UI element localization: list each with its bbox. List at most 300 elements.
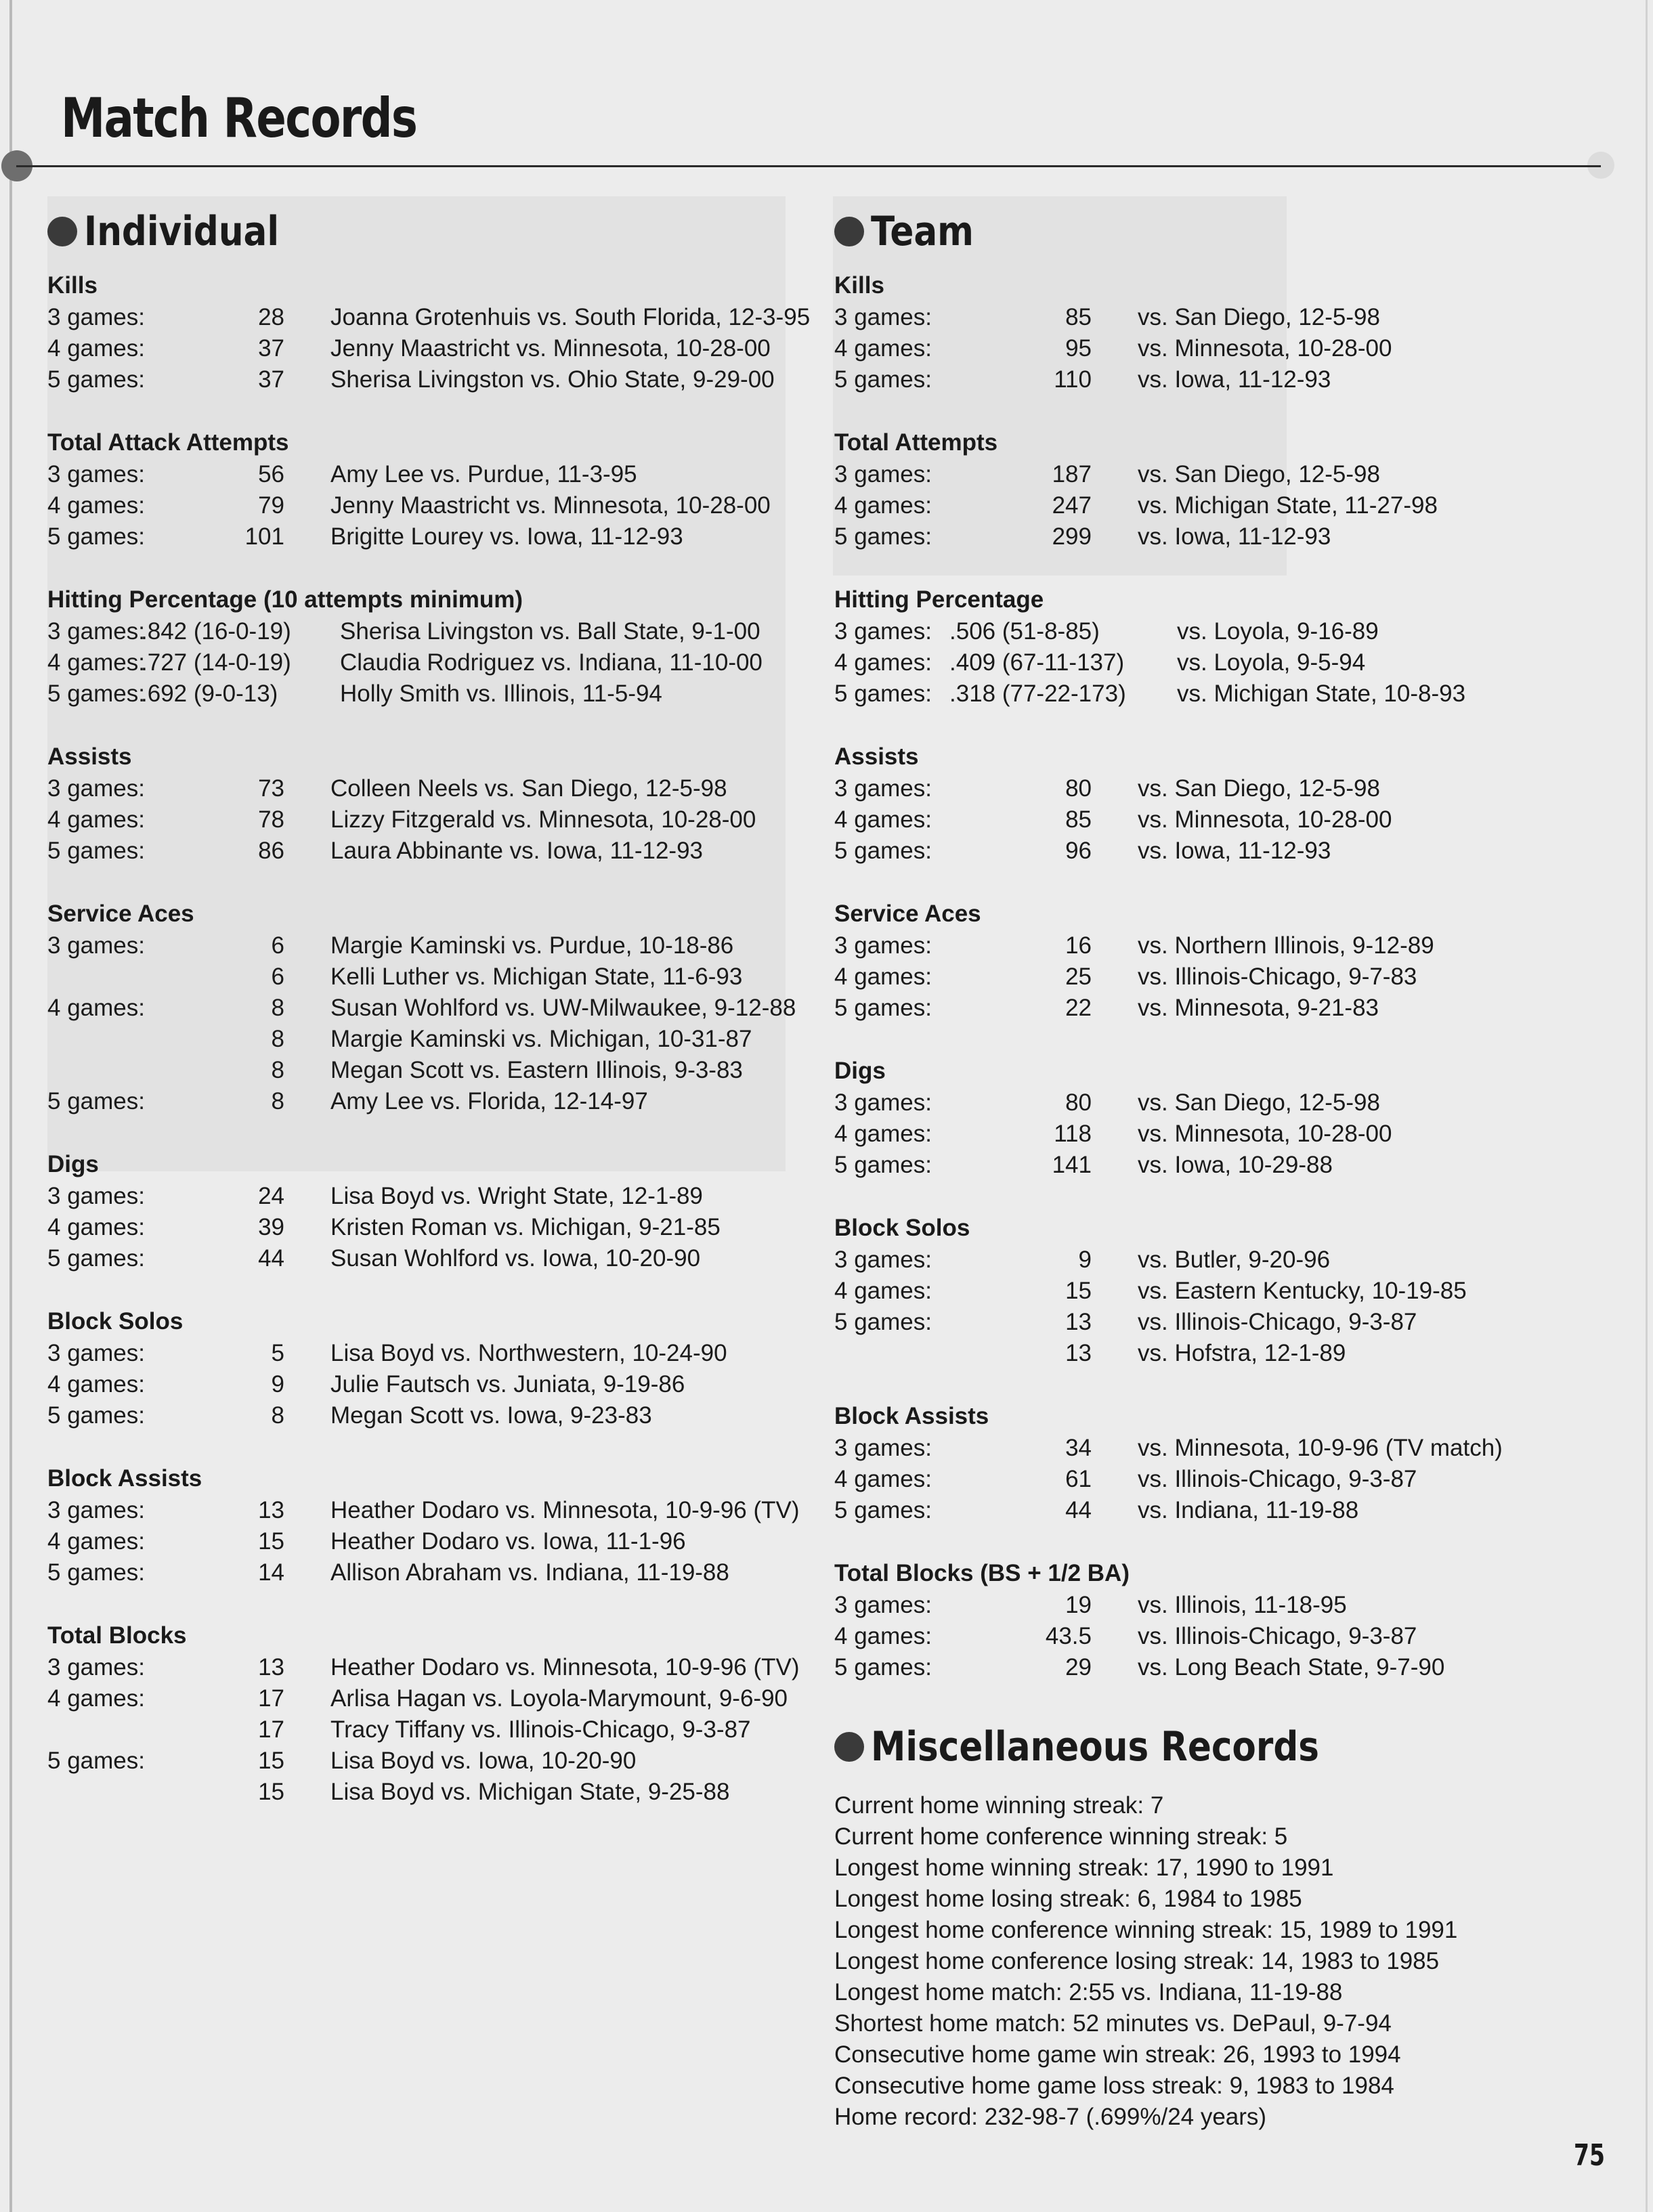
record-detail: vs. Illinois-Chicago, 9-7-83 <box>1138 963 1417 990</box>
games-label: 3 games: <box>834 1435 932 1461</box>
record-detail: Jenny Maastricht vs. Minnesota, 10-28-00 <box>330 335 771 362</box>
record-row <box>47 993 806 1024</box>
record-category <box>47 427 806 552</box>
category-title: Assists <box>834 743 919 770</box>
record-row <box>47 1652 806 1683</box>
record-value: 61 <box>1065 1466 1092 1492</box>
record-value: 17 <box>258 1685 284 1712</box>
record-detail: Sherisa Livingston vs. Ohio State, 9-29-00 <box>330 366 775 393</box>
category-title: Block Solos <box>47 1308 184 1335</box>
record-detail: Jenny Maastricht vs. Minnesota, 10-28-00 <box>330 492 771 519</box>
games-label: 5 games: <box>834 1654 932 1680</box>
record-value: 8 <box>271 1088 284 1114</box>
record-row <box>47 647 806 678</box>
games-label: 3 games: <box>834 775 932 802</box>
record-detail: vs. Illinois-Chicago, 9-3-87 <box>1138 1309 1417 1335</box>
record-value: 15 <box>258 1528 284 1555</box>
record-row <box>834 804 1606 836</box>
record-detail: Sherisa Livingston vs. Ball State, 9-1-00 <box>340 618 760 645</box>
category-title: Kills <box>47 272 98 299</box>
record-row <box>834 1433 1606 1464</box>
record-row <box>834 836 1606 867</box>
games-label: 4 games: <box>47 1528 145 1555</box>
games-label: 5 games: <box>834 1497 932 1523</box>
misc-record-line: Current home conference winning streak: 5 <box>834 1823 1288 1850</box>
games-label: 3 games: <box>834 932 932 959</box>
games-label: 4 games: <box>834 806 932 833</box>
record-row <box>834 1244 1606 1276</box>
record-detail: Kelli Luther vs. Michigan State, 11-6-93 <box>330 963 743 990</box>
record-detail: vs. Iowa, 11-12-93 <box>1138 366 1331 393</box>
category-title: Digs <box>47 1151 99 1177</box>
record-row <box>47 302 811 333</box>
team-heading-text: Team <box>871 208 974 255</box>
record-value: 73 <box>258 775 284 802</box>
games-label: 3 games: <box>47 1340 145 1366</box>
bullet-icon <box>834 1732 864 1762</box>
record-value: 79 <box>258 492 284 519</box>
record-row <box>834 459 1606 490</box>
games-label <box>47 1055 183 1086</box>
record-detail: Tracy Tiffany vs. Illinois-Chicago, 9-3-87 <box>330 1716 751 1743</box>
record-value: 29 <box>1065 1654 1092 1680</box>
record-row <box>47 1683 806 1714</box>
team-categories <box>834 269 1606 1683</box>
record-detail: vs. Iowa, 10-29-88 <box>1138 1152 1333 1178</box>
record-category <box>47 269 811 395</box>
games-label: 4 games: <box>834 963 932 990</box>
games-label: 3 games: <box>47 1654 145 1680</box>
games-label: 4 games: <box>47 806 145 833</box>
record-row <box>834 1338 1606 1369</box>
record-detail: Megan Scott vs. Iowa, 9-23-83 <box>330 1402 652 1429</box>
games-label: 5 games: <box>47 680 145 707</box>
record-row <box>47 1024 806 1055</box>
category-title: Service Aces <box>834 901 981 927</box>
record-detail: Susan Wohlford vs. Iowa, 10-20-90 <box>330 1245 701 1272</box>
games-label: 4 games: <box>47 335 145 362</box>
record-detail: Joanna Grotenhuis vs. South Florida, 12-3-95 <box>330 304 811 330</box>
record-detail: vs. Iowa, 11-12-93 <box>1138 523 1331 550</box>
record-value: 44 <box>1065 1497 1092 1523</box>
record-row <box>834 490 1606 521</box>
record-category <box>47 584 806 710</box>
record-value: 8 <box>271 995 284 1021</box>
record-value: 78 <box>258 806 284 833</box>
record-value: 8 <box>271 1402 284 1429</box>
record-detail: Brigitte Lourey vs. Iowa, 11-12-93 <box>330 523 683 550</box>
bullet-icon <box>834 217 864 246</box>
record-value: 8 <box>271 1057 284 1083</box>
individual-heading <box>47 204 806 259</box>
record-category <box>834 741 1606 867</box>
record-detail: vs. Eastern Kentucky, 10-19-85 <box>1138 1278 1467 1304</box>
record-row <box>47 930 806 961</box>
record-row <box>47 961 806 993</box>
record-detail: Laura Abbinante vs. Iowa, 11-12-93 <box>330 838 704 864</box>
record-row <box>47 1055 806 1086</box>
games-label: 5 games: <box>47 1402 145 1429</box>
misc-list <box>834 1790 1606 2133</box>
record-row <box>47 1495 806 1526</box>
record-value: 28 <box>258 304 284 330</box>
record-row <box>47 1777 806 1808</box>
record-detail: Susan Wohlford vs. UW-Milwaukee, 9-12-88 <box>330 995 796 1021</box>
games-label: 5 games: <box>834 1152 932 1178</box>
record-row <box>47 333 806 364</box>
record-detail: Lizzy Fitzgerald vs. Minnesota, 10-28-00 <box>330 806 756 833</box>
record-detail: vs. Indiana, 11-19-88 <box>1138 1497 1359 1523</box>
record-value: 13 <box>258 1497 284 1523</box>
page-number: 75 <box>1574 2138 1605 2173</box>
games-label: 3 games: <box>834 618 932 645</box>
games-label <box>834 1338 970 1369</box>
record-row <box>834 1087 1606 1119</box>
record-detail: vs. Minnesota, 10-28-00 <box>1138 335 1392 362</box>
record-value: 6 <box>271 963 284 990</box>
misc-record-line: Longest home match: 2:55 vs. Indiana, 11-19-88 <box>834 1979 1343 2005</box>
record-value: .409 (67-11-137) <box>949 649 1125 676</box>
record-value: .318 (77-22-173) <box>949 680 1126 707</box>
misc-record-line: Consecutive home game win streak: 26, 1993 to 1994 <box>834 2041 1401 2068</box>
games-label: 4 games: <box>834 1278 932 1304</box>
record-row <box>47 1181 806 1212</box>
record-row <box>47 804 806 836</box>
category-title: Service Aces <box>47 901 194 927</box>
misc-heading-text: Miscellaneous Records <box>871 1723 1319 1771</box>
category-title: Total Attempts <box>834 429 998 456</box>
record-value: 24 <box>258 1183 284 1209</box>
games-label: 5 games: <box>834 838 932 864</box>
record-value: 9 <box>1078 1246 1092 1273</box>
record-row <box>834 1276 1606 1307</box>
games-label: 3 games: <box>47 1183 145 1209</box>
games-label: 3 games: <box>47 461 145 487</box>
record-value: 85 <box>1065 304 1092 330</box>
record-row <box>47 1243 806 1274</box>
record-detail: vs. Minnesota, 10-28-00 <box>1138 806 1392 833</box>
record-detail: vs. Illinois, 11-18-95 <box>1138 1592 1347 1618</box>
record-detail: Heather Dodaro vs. Minnesota, 10-9-96 (TV) <box>330 1654 800 1680</box>
bullet-icon <box>47 217 77 246</box>
record-value: 44 <box>258 1245 284 1272</box>
record-detail: Colleen Neels vs. San Diego, 12-5-98 <box>330 775 727 802</box>
individual-column <box>47 204 811 1808</box>
record-detail: Lisa Boyd vs. Northwestern, 10-24-90 <box>330 1340 727 1366</box>
games-label: 5 games: <box>834 680 932 707</box>
record-row <box>834 333 1606 364</box>
games-label: 3 games: <box>834 461 932 487</box>
record-category <box>834 584 1606 710</box>
record-detail: vs. Minnesota, 10-28-00 <box>1138 1121 1392 1147</box>
misc-record-line: Current home winning streak: 7 <box>834 1792 1164 1819</box>
record-detail: Margie Kaminski vs. Michigan, 10-31-87 <box>330 1026 752 1052</box>
category-title: Hitting Percentage <box>834 586 1044 613</box>
record-row <box>834 1652 1606 1683</box>
record-value: 17 <box>258 1716 284 1743</box>
record-value: .727 (14-0-19) <box>141 649 291 676</box>
record-row <box>47 678 806 710</box>
record-row <box>834 773 1606 804</box>
record-detail: vs. Loyola, 9-16-89 <box>1177 618 1379 645</box>
misc-section <box>834 1720 1606 2133</box>
category-title: Total Blocks (BS + 1/2 BA) <box>834 1560 1130 1586</box>
record-row <box>834 930 1606 961</box>
record-category <box>834 1557 1606 1683</box>
games-label <box>47 1777 183 1808</box>
games-label: 3 games: <box>47 304 145 330</box>
misc-record-line: Longest home conference losing streak: 14, 1983 to 1985 <box>834 1948 1440 1974</box>
misc-record-line: Consecutive home game loss streak: 9, 1983 to 1984 <box>834 2073 1394 2099</box>
games-label: 3 games: <box>834 304 932 330</box>
record-detail: Heather Dodaro vs. Iowa, 11-1-96 <box>330 1528 686 1555</box>
games-label <box>47 1714 183 1745</box>
games-label: 4 games: <box>834 649 932 676</box>
games-label: 5 games: <box>47 1088 145 1114</box>
record-value: 96 <box>1065 838 1092 864</box>
record-row <box>834 1119 1606 1150</box>
record-value: 37 <box>258 335 284 362</box>
record-detail: Margie Kaminski vs. Purdue, 10-18-86 <box>330 932 734 959</box>
individual-categories <box>47 269 811 1808</box>
games-label: 5 games: <box>47 838 145 864</box>
misc-record-line: Longest home losing streak: 6, 1984 to 1985 <box>834 1886 1302 1912</box>
record-detail: Holly Smith vs. Illinois, 11-5-94 <box>340 680 662 707</box>
record-detail: Lisa Boyd vs. Wright State, 12-1-89 <box>330 1183 703 1209</box>
record-row <box>47 459 806 490</box>
record-row <box>47 1338 806 1369</box>
record-detail: Amy Lee vs. Florida, 12-14-97 <box>330 1088 648 1114</box>
record-row <box>47 364 806 395</box>
record-row <box>47 490 806 521</box>
record-value: 80 <box>1065 1089 1092 1116</box>
record-row <box>834 302 1606 333</box>
record-value: 13 <box>1065 1309 1092 1335</box>
record-value: 6 <box>271 932 284 959</box>
record-row <box>834 521 1606 552</box>
page-title: Match Records <box>61 87 417 150</box>
games-label <box>47 961 183 993</box>
category-title: Total Blocks <box>47 1622 187 1649</box>
record-category <box>834 269 1606 395</box>
record-value: 80 <box>1065 775 1092 802</box>
record-detail: vs. San Diego, 12-5-98 <box>1138 1089 1380 1116</box>
games-label: 3 games: <box>834 1246 932 1273</box>
games-label <box>47 1024 183 1055</box>
games-label: 3 games: <box>834 1089 932 1116</box>
category-title: Kills <box>834 272 884 299</box>
games-label: 3 games: <box>47 932 145 959</box>
record-value: 15 <box>1065 1278 1092 1304</box>
record-value: 13 <box>258 1654 284 1680</box>
games-label: 4 games: <box>47 1685 145 1712</box>
record-value: 39 <box>258 1214 284 1240</box>
misc-record-line: Longest home conference winning streak: 15, 1989 to 1991 <box>834 1917 1458 1943</box>
record-row <box>47 836 806 867</box>
misc-record-line: Home record: 232-98-7 (.699%/24 years) <box>834 2104 1267 2130</box>
record-row <box>47 1212 806 1243</box>
record-detail: vs. Hofstra, 12-1-89 <box>1138 1340 1346 1366</box>
page-edge-right <box>1646 0 1648 2212</box>
games-label: 4 games: <box>47 1214 145 1240</box>
record-detail: Arlisa Hagan vs. Loyola-Marymount, 9-6-90 <box>330 1685 788 1712</box>
record-value: 16 <box>1065 932 1092 959</box>
record-category <box>47 1462 806 1588</box>
record-value: 118 <box>1054 1121 1092 1147</box>
games-label: 4 games: <box>47 1371 145 1397</box>
record-row <box>47 1526 806 1557</box>
record-detail: vs. Michigan State, 11-27-98 <box>1138 492 1438 519</box>
record-detail: vs. Loyola, 9-5-94 <box>1177 649 1366 676</box>
record-value: 15 <box>258 1748 284 1774</box>
misc-heading <box>834 1720 1606 1774</box>
record-detail: vs. Michigan State, 10-8-93 <box>1177 680 1466 707</box>
games-label: 4 games: <box>47 492 145 519</box>
record-category <box>834 1212 1606 1369</box>
category-title: Block Assists <box>47 1465 202 1492</box>
record-row <box>47 1400 806 1431</box>
record-detail: Megan Scott vs. Eastern Illinois, 9-3-83 <box>330 1057 743 1083</box>
record-row <box>47 773 806 804</box>
record-value: 141 <box>1052 1152 1092 1178</box>
record-detail: Amy Lee vs. Purdue, 11-3-95 <box>330 461 637 487</box>
record-category <box>47 1148 806 1274</box>
misc-record-line: Shortest home match: 52 minutes vs. DePaul, 9-7-94 <box>834 2010 1392 2037</box>
record-value: 110 <box>1054 366 1092 393</box>
record-row <box>834 616 1606 647</box>
games-label: 5 games: <box>47 1559 145 1586</box>
misc-record-line: Longest home winning streak: 17, 1990 to 1991 <box>834 1855 1334 1881</box>
games-label: 3 games: <box>834 1592 932 1618</box>
record-value: 299 <box>1052 523 1092 550</box>
record-value: 19 <box>1065 1592 1092 1618</box>
games-label: 4 games: <box>47 649 145 676</box>
record-row <box>47 1557 806 1588</box>
record-detail: vs. San Diego, 12-5-98 <box>1138 775 1380 802</box>
record-row <box>834 1307 1606 1338</box>
record-value: 86 <box>258 838 284 864</box>
games-label: 3 games: <box>47 775 145 802</box>
record-value: 5 <box>271 1340 284 1366</box>
games-label: 5 games: <box>47 366 145 393</box>
record-value: 247 <box>1052 492 1092 519</box>
record-row <box>47 616 806 647</box>
record-category <box>834 898 1606 1024</box>
record-detail: vs. San Diego, 12-5-98 <box>1138 461 1380 487</box>
record-detail: vs. Minnesota, 9-21-83 <box>1138 995 1379 1021</box>
individual-heading-text: Individual <box>84 208 280 255</box>
record-value: .842 (16-0-19) <box>141 618 291 645</box>
record-category <box>47 898 806 1117</box>
record-detail: vs. Butler, 9-20-96 <box>1138 1246 1331 1273</box>
record-row <box>834 678 1606 710</box>
record-detail: vs. San Diego, 12-5-98 <box>1138 304 1380 330</box>
games-label: 4 games: <box>834 1623 932 1649</box>
record-row <box>834 647 1606 678</box>
record-value: 43.5 <box>1045 1623 1092 1649</box>
record-row <box>834 1590 1606 1621</box>
record-row <box>47 521 806 552</box>
games-label: 5 games: <box>47 1245 145 1272</box>
record-value: 101 <box>244 523 284 550</box>
games-label: 4 games: <box>47 995 145 1021</box>
games-label: 5 games: <box>834 995 932 1021</box>
record-category <box>834 427 1606 552</box>
games-label: 5 games: <box>47 1748 145 1774</box>
record-detail: Kristen Roman vs. Michigan, 9-21-85 <box>330 1214 721 1240</box>
record-detail: Claudia Rodriguez vs. Indiana, 11-10-00 <box>340 649 763 676</box>
page-edge-left <box>9 0 12 2212</box>
record-value: 34 <box>1065 1435 1092 1461</box>
record-value: 187 <box>1052 461 1092 487</box>
category-title: Block Assists <box>834 1403 989 1429</box>
record-value: 13 <box>1065 1340 1092 1366</box>
games-label: 4 games: <box>834 492 932 519</box>
record-category <box>834 1400 1606 1526</box>
record-row <box>834 1464 1606 1495</box>
record-value: 95 <box>1065 335 1092 362</box>
record-value: 25 <box>1065 963 1092 990</box>
record-category <box>834 1055 1606 1181</box>
record-detail: Lisa Boyd vs. Michigan State, 9-25-88 <box>330 1779 730 1805</box>
games-label: 3 games: <box>47 1497 145 1523</box>
games-label: 3 games: <box>47 618 145 645</box>
record-value: 9 <box>271 1371 284 1397</box>
games-label: 4 games: <box>834 335 932 362</box>
record-detail: vs. Long Beach State, 9-7-90 <box>1138 1654 1445 1680</box>
record-row <box>834 961 1606 993</box>
games-label: 5 games: <box>47 523 145 550</box>
record-value: 22 <box>1065 995 1092 1021</box>
category-title: Assists <box>47 743 132 770</box>
category-title: Digs <box>834 1058 886 1084</box>
record-detail: Lisa Boyd vs. Iowa, 10-20-90 <box>330 1748 637 1774</box>
record-value: .506 (51-8-85) <box>949 618 1100 645</box>
record-row <box>834 1495 1606 1526</box>
team-heading <box>834 204 1606 259</box>
record-detail: vs. Iowa, 11-12-93 <box>1138 838 1331 864</box>
record-row <box>834 364 1606 395</box>
record-detail: vs. Illinois-Chicago, 9-3-87 <box>1138 1623 1417 1649</box>
record-detail: vs. Illinois-Chicago, 9-3-87 <box>1138 1466 1417 1492</box>
games-label: 5 games: <box>834 366 932 393</box>
record-row <box>47 1714 806 1745</box>
record-row <box>834 993 1606 1024</box>
record-detail: Julie Fautsch vs. Juniata, 9-19-86 <box>330 1371 685 1397</box>
record-value: 14 <box>258 1559 284 1586</box>
games-label: 5 games: <box>834 1309 932 1335</box>
record-value: 56 <box>258 461 284 487</box>
category-title: Block Solos <box>834 1215 970 1241</box>
record-detail: vs. Minnesota, 10-9-96 (TV match) <box>1138 1435 1503 1461</box>
record-detail: Allison Abraham vs. Indiana, 11-19-88 <box>330 1559 729 1586</box>
record-category <box>47 1620 806 1808</box>
record-value: 37 <box>258 366 284 393</box>
games-label: 4 games: <box>834 1121 932 1147</box>
games-label: 4 games: <box>834 1466 932 1492</box>
record-row <box>47 1086 806 1117</box>
record-category <box>47 1305 806 1431</box>
record-row <box>47 1369 806 1400</box>
record-detail: Heather Dodaro vs. Minnesota, 10-9-96 (TV) <box>330 1497 800 1523</box>
record-row <box>834 1621 1606 1652</box>
record-value: 8 <box>271 1026 284 1052</box>
record-value: .692 (9-0-13) <box>141 680 278 707</box>
category-title: Total Attack Attempts <box>47 429 289 456</box>
header-rule <box>16 165 1601 167</box>
games-label: 5 games: <box>834 523 932 550</box>
category-title: Hitting Percentage (10 attempts minimum) <box>47 586 523 613</box>
